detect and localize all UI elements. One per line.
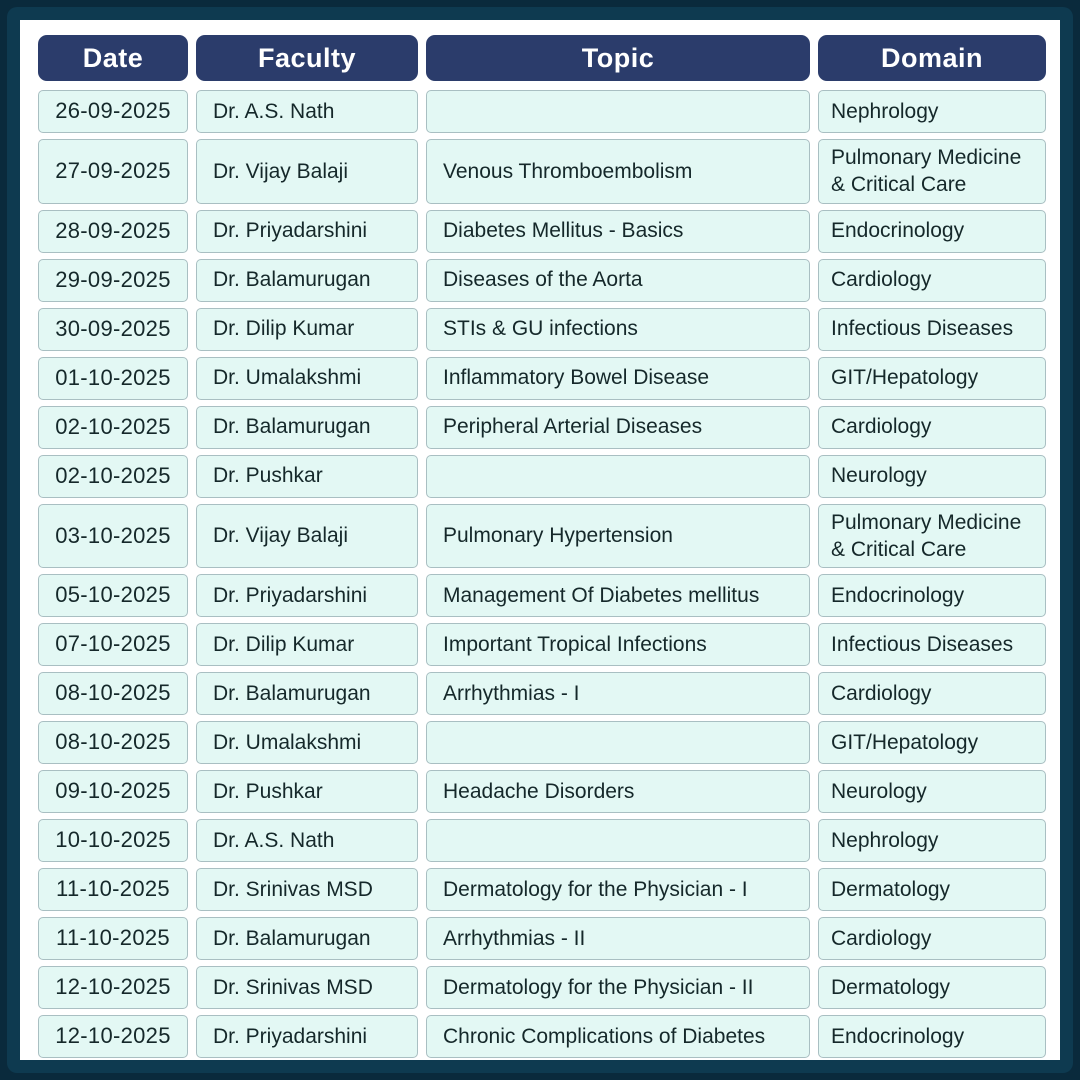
faculty-cell: Dr. Vijay Balaji [196, 504, 418, 569]
date-cell: 11-10-2025 [38, 917, 188, 960]
domain-cell: Dermatology [818, 868, 1046, 911]
topic-cell [426, 90, 810, 133]
date-cell: 08-10-2025 [38, 721, 188, 764]
faculty-cell: Dr. Umalakshmi [196, 357, 418, 400]
header-date: Date [38, 35, 188, 81]
date-cell: 27-09-2025 [38, 139, 188, 204]
date-cell: 09-10-2025 [38, 770, 188, 813]
date-cell: 26-09-2025 [38, 90, 188, 133]
domain-cell: GIT/Hepatology [818, 357, 1046, 400]
faculty-cell: Dr. Dilip Kumar [196, 308, 418, 351]
header-faculty: Faculty [196, 35, 418, 81]
topic-cell [426, 819, 810, 862]
faculty-cell: Dr. A.S. Nath [196, 90, 418, 133]
date-cell: 28-09-2025 [38, 210, 188, 253]
faculty-cell: Dr. Umalakshmi [196, 721, 418, 764]
domain-cell: Pulmonary Medicine & Critical Care [818, 139, 1046, 204]
domain-cell: Nephrology [818, 819, 1046, 862]
schedule-page [7, 7, 1073, 1073]
faculty-cell: Dr. Priyadarshini [196, 574, 418, 617]
domain-cell: Neurology [818, 770, 1046, 813]
date-cell: 29-09-2025 [38, 259, 188, 302]
topic-cell: Headache Disorders [426, 770, 810, 813]
topic-cell: Peripheral Arterial Diseases [426, 406, 810, 449]
topic-cell: Inflammatory Bowel Disease [426, 357, 810, 400]
faculty-cell: Dr. Pushkar [196, 455, 418, 498]
topic-cell: Arrhythmias - I [426, 672, 810, 715]
schedule-table [20, 20, 1060, 1073]
faculty-cell: Dr. Balamurugan [196, 259, 418, 302]
faculty-cell: Dr. Priyadarshini [196, 1015, 418, 1058]
topic-cell [426, 455, 810, 498]
domain-cell: Cardiology [818, 672, 1046, 715]
faculty-cell: Dr. Srinivas MSD [196, 966, 418, 1009]
date-cell: 01-10-2025 [38, 357, 188, 400]
topic-cell: Diseases of the Aorta [426, 259, 810, 302]
domain-cell: Cardiology [818, 406, 1046, 449]
date-cell: 11-10-2025 [38, 868, 188, 911]
faculty-cell: Dr. Dilip Kumar [196, 623, 418, 666]
date-cell: 12-10-2025 [38, 966, 188, 1009]
faculty-cell: Dr. A.S. Nath [196, 819, 418, 862]
date-cell: 10-10-2025 [38, 819, 188, 862]
date-cell: 02-10-2025 [38, 406, 188, 449]
faculty-cell: Dr. Balamurugan [196, 406, 418, 449]
date-cell: 05-10-2025 [38, 574, 188, 617]
topic-cell: Pulmonary Hypertension [426, 504, 810, 569]
faculty-cell: Dr. Priyadarshini [196, 210, 418, 253]
domain-cell: Infectious Diseases [818, 623, 1046, 666]
faculty-cell: Dr. Balamurugan [196, 672, 418, 715]
topic-cell: Chronic Complications of Diabetes [426, 1015, 810, 1058]
topic-cell [426, 721, 810, 764]
date-cell: 08-10-2025 [38, 672, 188, 715]
domain-cell: GIT/Hepatology [818, 721, 1046, 764]
faculty-cell: Dr. Vijay Balaji [196, 139, 418, 204]
topic-cell: Management Of Diabetes mellitus [426, 574, 810, 617]
domain-cell: Endocrinology [818, 574, 1046, 617]
date-cell: 30-09-2025 [38, 308, 188, 351]
date-cell: 12-10-2025 [38, 1015, 188, 1058]
date-cell: 03-10-2025 [38, 504, 188, 569]
domain-cell: Pulmonary Medicine & Critical Care [818, 504, 1046, 569]
domain-cell: Infectious Diseases [818, 308, 1046, 351]
topic-cell: STIs & GU infections [426, 308, 810, 351]
domain-cell: Cardiology [818, 917, 1046, 960]
header-topic: Topic [426, 35, 810, 81]
faculty-cell: Dr. Pushkar [196, 770, 418, 813]
domain-cell: Neurology [818, 455, 1046, 498]
topic-cell: Diabetes Mellitus - Basics [426, 210, 810, 253]
date-cell: 02-10-2025 [38, 455, 188, 498]
topic-cell: Arrhythmias - II [426, 917, 810, 960]
domain-cell: Endocrinology [818, 210, 1046, 253]
faculty-cell: Dr. Srinivas MSD [196, 868, 418, 911]
topic-cell: Venous Thromboembolism [426, 139, 810, 204]
domain-cell: Endocrinology [818, 1015, 1046, 1058]
domain-cell: Dermatology [818, 966, 1046, 1009]
topic-cell: Dermatology for the Physician - II [426, 966, 810, 1009]
domain-cell: Cardiology [818, 259, 1046, 302]
faculty-cell: Dr. Balamurugan [196, 917, 418, 960]
domain-cell: Nephrology [818, 90, 1046, 133]
header-domain: Domain [818, 35, 1046, 81]
date-cell: 07-10-2025 [38, 623, 188, 666]
topic-cell: Important Tropical Infections [426, 623, 810, 666]
topic-cell: Dermatology for the Physician - I [426, 868, 810, 911]
